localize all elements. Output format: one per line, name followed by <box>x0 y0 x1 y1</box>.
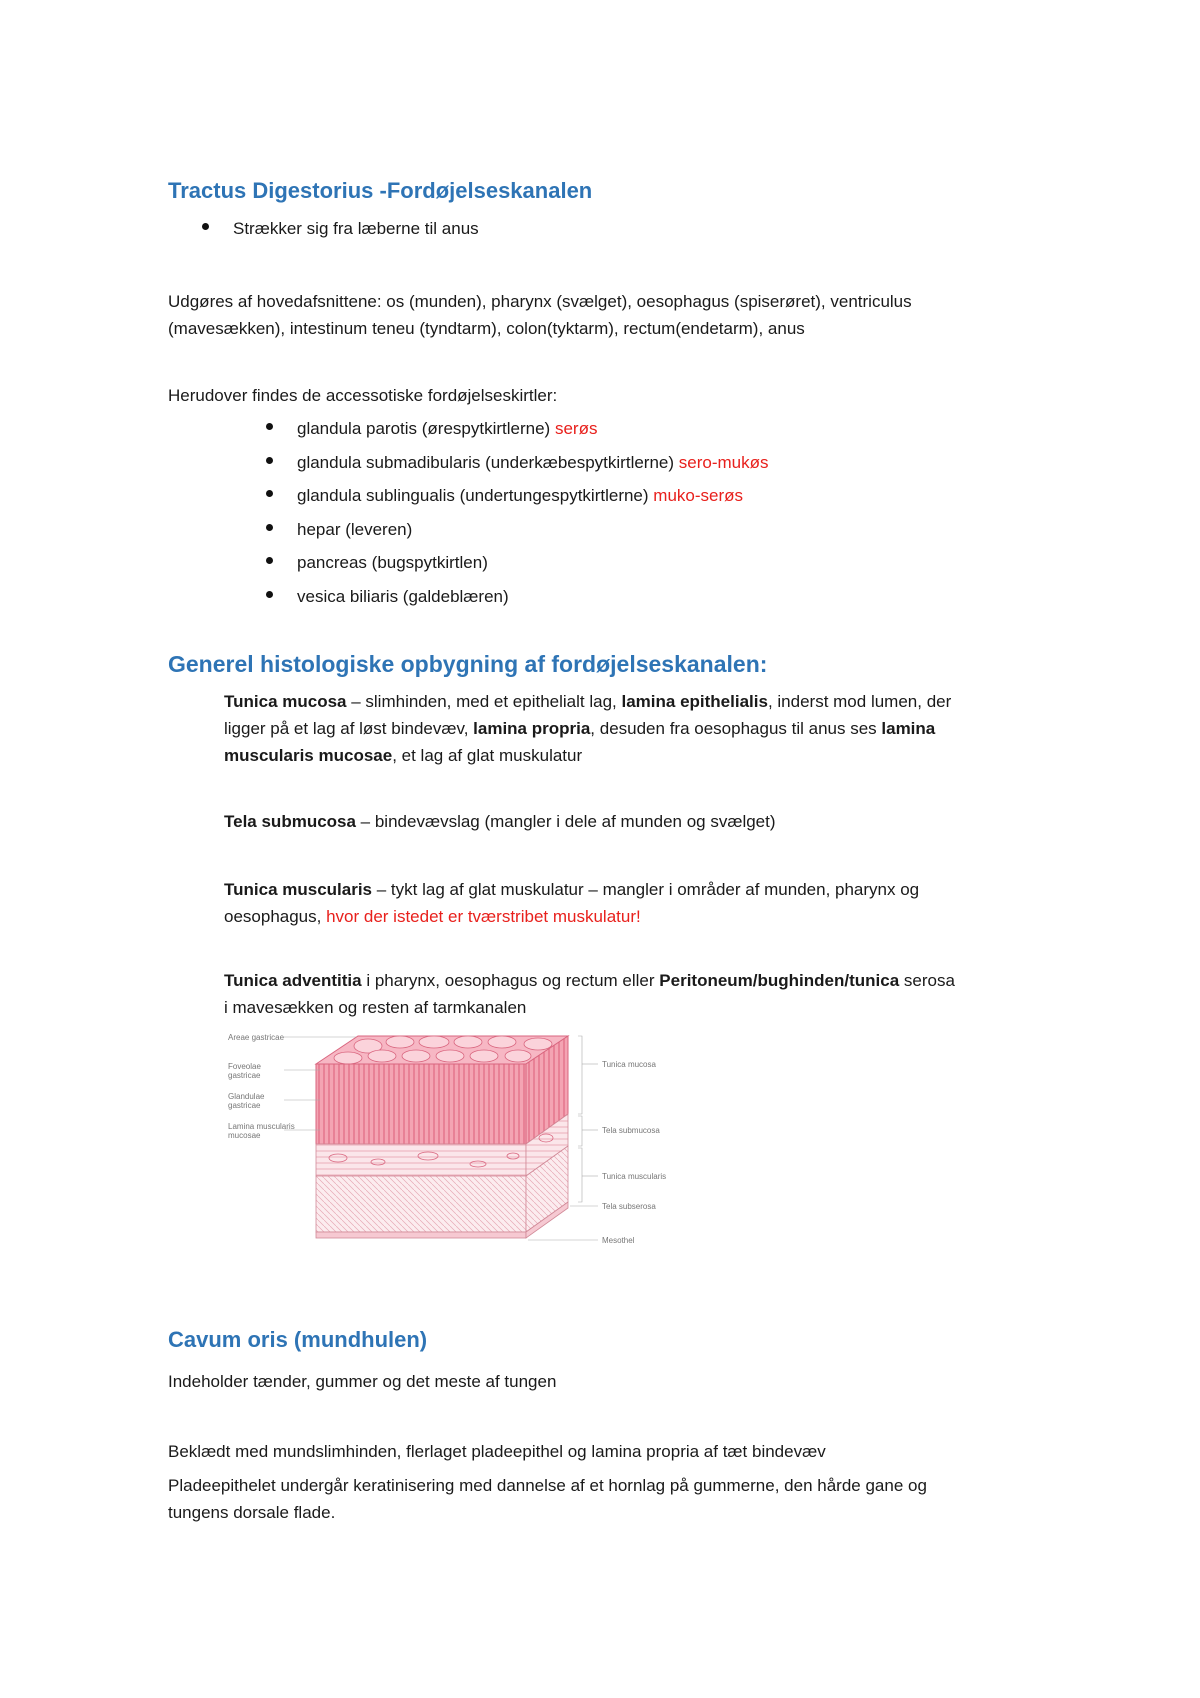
figure-label: Tela submucosa <box>602 1126 660 1135</box>
figure-label: Tunica mucosa <box>602 1060 656 1069</box>
bullet-icon <box>266 524 273 531</box>
figure-label: Lamina muscularis mucosae <box>228 1122 295 1140</box>
secretion-type-label: serøs <box>554 419 598 438</box>
gland-list-item: vesica biliaris (galdeblæren) <box>297 580 769 614</box>
section-title-tractus: Tractus Digestorius -Fordøjelseskanalen <box>168 178 593 203</box>
list-item: Strækker sig fra læberne til anus <box>233 212 479 246</box>
cavum-oris-p3: Pladeepithelet undergår keratinisering med dannelse af et hornlag på gummerne, den hårde gane og tungens dorsale flade. <box>168 1476 927 1522</box>
cavum-oris-p2: Beklædt med mundslimhinden, flerlaget pladeepithel og lamina propria af tæt bindevæv <box>168 1442 826 1461</box>
glands-list <box>297 412 769 614</box>
section-title-cavum-oris: Cavum oris (mundhulen) <box>168 1327 428 1352</box>
cavum-oris-p1: Indeholder tænder, gummer og det meste af tungen <box>168 1372 557 1391</box>
gland-list-item: hepar (leveren) <box>297 513 769 547</box>
glands-intro: Herudover findes de accessotiske fordøjelseskirtler: <box>168 386 558 405</box>
figure-label: Tela subserosa <box>602 1202 656 1211</box>
section-title-histology: Generel histologiske opbygning af fordøjelseskanalen: <box>168 651 768 677</box>
secretion-type-label: sero-mukøs <box>678 452 769 472</box>
secretion-type-label: muko-serøs <box>653 486 744 506</box>
gland-list-item: glandula parotis (ørespytkirtlerne) serøs <box>297 412 769 446</box>
muscularis-paragraph: Tunica muscularis – tykt lag af glat muskulatur – mangler i områder af munden, pharynx og oesophagus, hvor der istedet er tværstribet muskulatur! <box>224 880 920 926</box>
submucosa-paragraph: Tela submucosa – bindevævslag (mangler i dele af munden og svælget) <box>224 812 776 831</box>
bullet-icon <box>266 557 273 564</box>
bullet-icon <box>266 490 273 497</box>
adventitia-paragraph: Tunica adventitia i pharynx, oesophagus og rectum eller Peritoneum/bughinden/tunica serosa i mavesækken og resten af tarmkanalen <box>224 971 955 1017</box>
gland-list-item: glandula sublingualis (undertungespytkirtlerne) muko-serøs <box>297 479 769 513</box>
figure-label: Areae gastricae <box>228 1033 285 1042</box>
figure-label: Tunica muscularis <box>602 1172 667 1181</box>
bullet-icon <box>266 423 273 430</box>
bullet-icon <box>266 457 273 464</box>
gland-list-item: pancreas (bugspytkirtlen) <box>297 546 769 580</box>
figure-label: Mesothel <box>602 1236 635 1245</box>
bullet-icon <box>266 591 273 598</box>
figure-label: Glandulae gastricae <box>228 1092 265 1110</box>
bullet-icon <box>202 223 209 230</box>
histology-figure <box>228 1028 698 1260</box>
gland-list-item: glandula submadibularis (underkæbespytkirtlerne) sero-mukøs <box>297 446 769 480</box>
mucosa-paragraph: Tunica mucosa – slimhinden, med et epithelialt lag, lamina epithelialis, inderst mod lumen, der ligger på et lag af løst bindevæv, lamina propria, desuden fra oesophagus til anus ses lamina muscularis mucosae, et lag af glat muskulatur <box>224 692 952 765</box>
intro-bullet-list <box>233 212 479 246</box>
main-sections-paragraph: Udgøres af hovedafsnittene: os (munden), pharynx (svælget), oesophagus (spiserøret), ventriculus (mavesækken), intestinum teneu (tyndtarm), colon(tyktarm), rectum(endetarm), anus <box>168 292 912 338</box>
figure-label: Foveolae gastricae <box>228 1062 261 1080</box>
